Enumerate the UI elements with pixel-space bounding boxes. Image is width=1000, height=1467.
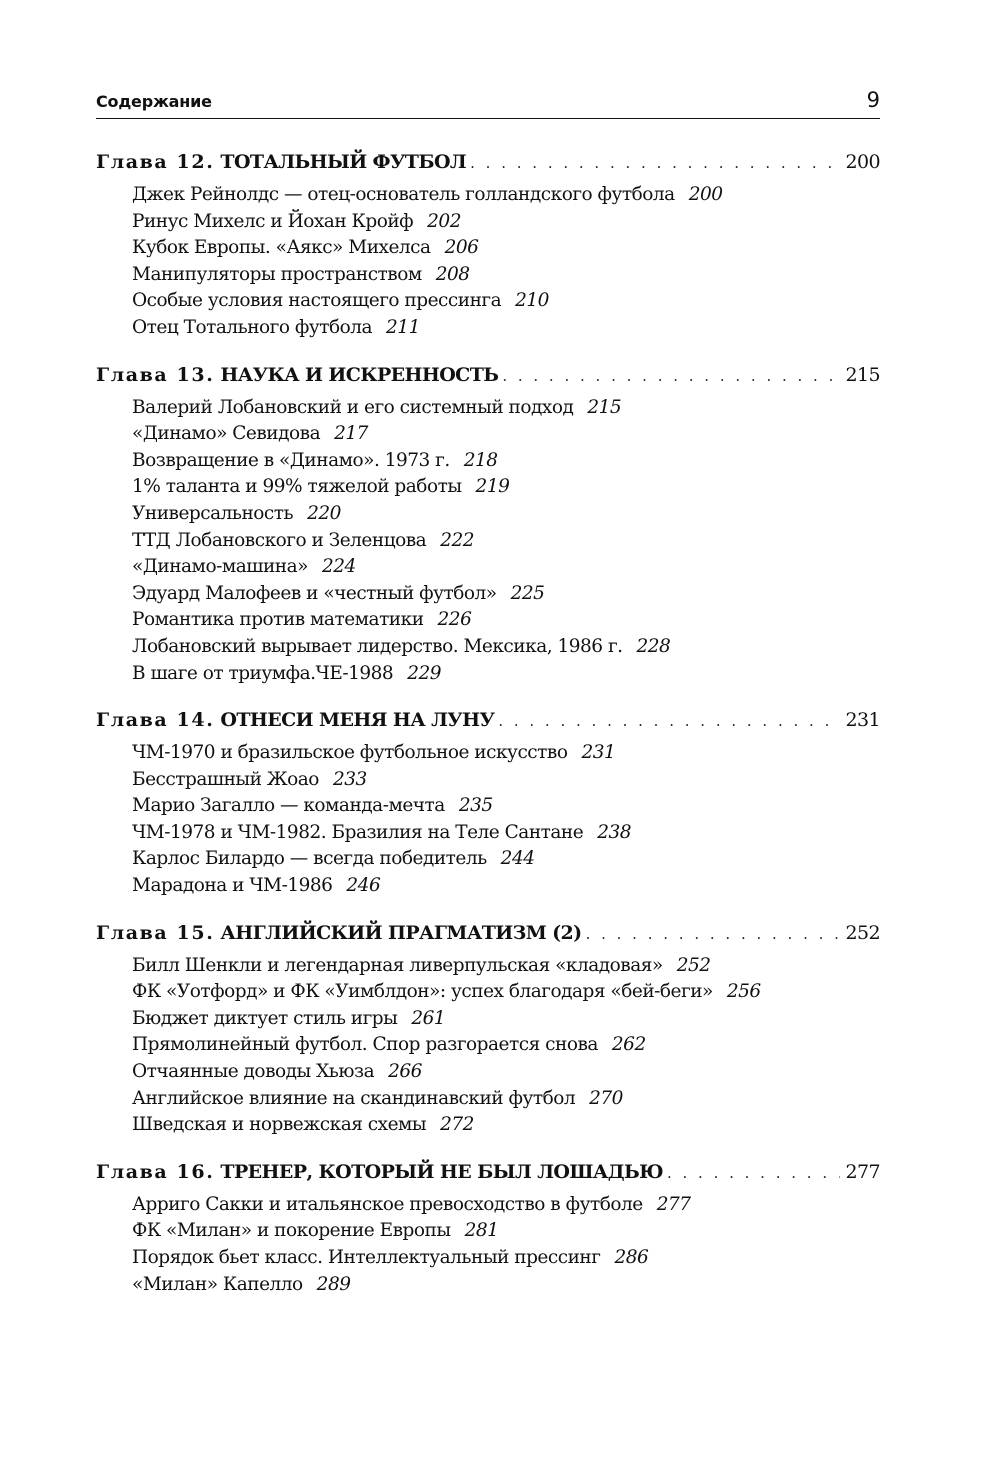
section-page-number: 224 xyxy=(321,556,356,578)
page-number: 9 xyxy=(866,88,880,112)
section-title: Шведская и норвежская схемы xyxy=(132,1114,427,1136)
section-title: Романтика против математики xyxy=(132,609,424,631)
section-item xyxy=(132,1272,880,1299)
section-item xyxy=(132,607,880,634)
section-item xyxy=(132,1006,880,1033)
chapter-entry xyxy=(96,919,880,1139)
section-title: Прямолинейный футбол. Спор разгорается снова xyxy=(132,1034,598,1056)
section-item xyxy=(132,793,880,820)
section-page-number: 256 xyxy=(726,981,761,1003)
section-page-number: 277 xyxy=(656,1193,691,1215)
section-item xyxy=(132,528,880,555)
section-page-number: 261 xyxy=(411,1007,446,1029)
section-title: Ринус Михелс и Йохан Кройф xyxy=(132,210,414,232)
section-item xyxy=(132,421,880,448)
section-page-number: 228 xyxy=(636,635,671,657)
chapter-entry xyxy=(96,148,880,342)
chapter-label: Глава 15. xyxy=(96,921,215,944)
section-item xyxy=(132,846,880,873)
section-title: Английское влияние на скандинавский футбол xyxy=(132,1087,576,1109)
section-page-number: 233 xyxy=(332,768,367,790)
section-item xyxy=(132,395,880,422)
section-page-number: 210 xyxy=(515,290,549,312)
section-page-number: 206 xyxy=(444,237,479,259)
chapter-title: ТОТАЛЬНЫЙ ФУТБОЛ xyxy=(220,151,467,173)
section-title: Бюджет диктует стиль игры xyxy=(132,1007,398,1029)
section-page-number: 238 xyxy=(597,821,632,843)
section-title: Отец Тотального футбола xyxy=(132,316,373,338)
chapter-label: Глава 14. xyxy=(96,709,215,732)
chapter-entry xyxy=(96,706,880,900)
section-item xyxy=(132,1112,880,1139)
section-page-number: 229 xyxy=(407,662,442,684)
section-page-number: 244 xyxy=(500,848,535,870)
section-item xyxy=(132,288,880,315)
section-item xyxy=(132,448,880,475)
section-item xyxy=(132,740,880,767)
dot-leader xyxy=(667,1159,840,1187)
chapter-heading xyxy=(96,1158,880,1186)
section-item xyxy=(132,315,880,342)
section-title: Джек Рейнолдс — отец-основатель голландского футбола xyxy=(132,184,675,205)
section-title: Порядок бьет класс. Интеллектуальный прессинг xyxy=(132,1247,601,1268)
chapter-label: Глава 16. xyxy=(96,1160,215,1183)
section-page-number: 262 xyxy=(611,1034,646,1056)
chapter-entry xyxy=(96,1158,880,1298)
section-item xyxy=(132,581,880,608)
section-page-number: 208 xyxy=(435,263,470,285)
chapter-title: ОТНЕСИ МЕНЯ НА ЛУНУ xyxy=(220,709,495,732)
section-item xyxy=(132,820,880,847)
section-item xyxy=(132,209,880,236)
section-title: Марадона и ЧМ-1986 xyxy=(132,875,333,897)
section-page-number: 222 xyxy=(440,529,475,551)
section-item xyxy=(132,953,880,980)
section-title: В шаге от триумфа.ЧЕ-1988 xyxy=(132,662,394,684)
chapter-title: НАУКА И ИСКРЕННОСТЬ xyxy=(220,363,499,386)
chapter-heading xyxy=(96,361,880,389)
section-page-number: 270 xyxy=(589,1087,623,1109)
section-page-number: 231 xyxy=(581,742,616,764)
section-item xyxy=(132,979,880,1006)
dot-leader xyxy=(498,707,839,735)
section-list xyxy=(132,953,880,1139)
section-title: Валерий Лобановский и его системный подход xyxy=(132,396,574,418)
chapter-page-number: 231 xyxy=(845,709,880,732)
section-title: Марио Загалло — команда-мечта xyxy=(132,795,445,817)
section-title: ФК «Уотфорд» и ФК «Уимблдон»: успех благодаря «бей-беги» xyxy=(132,981,713,1003)
chapter-heading xyxy=(96,706,880,734)
section-item xyxy=(132,661,880,688)
section-item xyxy=(132,262,880,289)
section-title: Возвращение в «Динамо». 1973 г. xyxy=(132,449,450,471)
section-item xyxy=(132,235,880,262)
section-item xyxy=(132,501,880,528)
section-item xyxy=(132,1059,880,1086)
section-page-number: 289 xyxy=(316,1273,351,1295)
section-title: 1% таланта и 99% тяжелой работы xyxy=(132,476,462,498)
running-head xyxy=(96,86,880,119)
chapter-title: АНГЛИЙСКИЙ ПРАГМАТИЗМ (2) xyxy=(220,921,582,944)
chapter-page-number: 200 xyxy=(845,151,880,173)
section-item xyxy=(132,767,880,794)
section-title: Кубок Европы. «Аякс» Михелса xyxy=(132,237,431,259)
section-title: «Динамо-машина» xyxy=(132,556,308,578)
section-title: ТТД Лобановского и Зеленцова xyxy=(132,529,427,551)
dot-leader xyxy=(502,362,839,390)
table-of-contents xyxy=(96,148,880,1317)
section-page-number: 215 xyxy=(587,396,622,418)
section-item xyxy=(132,474,880,501)
section-title: Особые условия настоящего прессинга xyxy=(132,290,502,312)
section-item xyxy=(132,634,880,661)
section-page-number: 225 xyxy=(510,582,545,604)
section-page-number: 235 xyxy=(458,795,493,817)
section-page-number: 211 xyxy=(386,316,420,338)
chapter-title: ТРЕНЕР, КОТОРЫЙ НЕ БЫЛ ЛОШАДЬЮ xyxy=(220,1160,663,1183)
section-list xyxy=(132,395,880,688)
section-title: Универсальность xyxy=(132,502,294,524)
section-title: Бесстрашный Жоао xyxy=(132,768,319,790)
section-title: Билл Шенкли и легендарная ливерпульская «кладовая» xyxy=(132,954,663,976)
dot-leader xyxy=(586,920,840,948)
section-page-number: 266 xyxy=(388,1061,422,1083)
section-title: ФК «Милан» и покорение Европы xyxy=(132,1220,451,1242)
chapter-heading xyxy=(96,148,880,176)
chapter-label: Глава 13. xyxy=(96,363,215,386)
section-item xyxy=(132,1245,880,1272)
chapter-heading xyxy=(96,919,880,947)
section-item xyxy=(132,554,880,581)
section-page-number: 252 xyxy=(676,954,711,976)
section-page-number: 218 xyxy=(463,449,498,471)
section-page-number: 281 xyxy=(464,1220,499,1242)
section-list xyxy=(132,182,880,342)
section-title: ЧМ-1978 и ЧМ-1982. Бразилия на Теле Сантане xyxy=(132,821,584,843)
section-title: Карлос Билардо — всегда победитель xyxy=(132,848,487,870)
section-page-number: 226 xyxy=(437,609,472,631)
section-page-number: 220 xyxy=(307,502,341,524)
section-item xyxy=(132,1192,880,1219)
section-item xyxy=(132,873,880,900)
section-title: Лобановский вырывает лидерство. Мексика, 1986 г. xyxy=(132,635,623,657)
section-page-number: 200 xyxy=(688,184,723,205)
chapter-page-number: 277 xyxy=(845,1160,880,1183)
chapter-entry xyxy=(96,361,880,688)
section-title: ЧМ-1970 и бразильское футбольное искусство xyxy=(132,742,568,764)
running-title: Содержание xyxy=(96,92,212,111)
section-item xyxy=(132,182,880,209)
section-page-number: 272 xyxy=(440,1114,474,1136)
section-title: Манипуляторы пространством xyxy=(132,263,422,285)
section-title: «Милан» Капелло xyxy=(132,1273,303,1295)
section-title: Отчаянные доводы Хьюза xyxy=(132,1061,375,1083)
section-page-number: 246 xyxy=(346,875,381,897)
section-item xyxy=(132,1032,880,1059)
section-list xyxy=(132,1192,880,1298)
section-item xyxy=(132,1218,880,1245)
section-page-number: 202 xyxy=(427,210,461,232)
chapter-page-number: 252 xyxy=(845,921,880,944)
section-page-number: 286 xyxy=(614,1247,649,1268)
section-title: «Динамо» Севидова xyxy=(132,423,321,445)
chapter-page-number: 215 xyxy=(845,363,880,386)
dot-leader xyxy=(470,149,839,177)
chapter-label: Глава 12. xyxy=(96,151,215,173)
section-title: Арриго Сакки и итальянское превосходство в футболе xyxy=(132,1193,643,1215)
section-item xyxy=(132,1086,880,1113)
section-list xyxy=(132,740,880,900)
section-title: Эдуард Малофеев и «честный футбол» xyxy=(132,582,497,604)
section-page-number: 217 xyxy=(334,423,368,445)
section-page-number: 219 xyxy=(475,476,510,498)
